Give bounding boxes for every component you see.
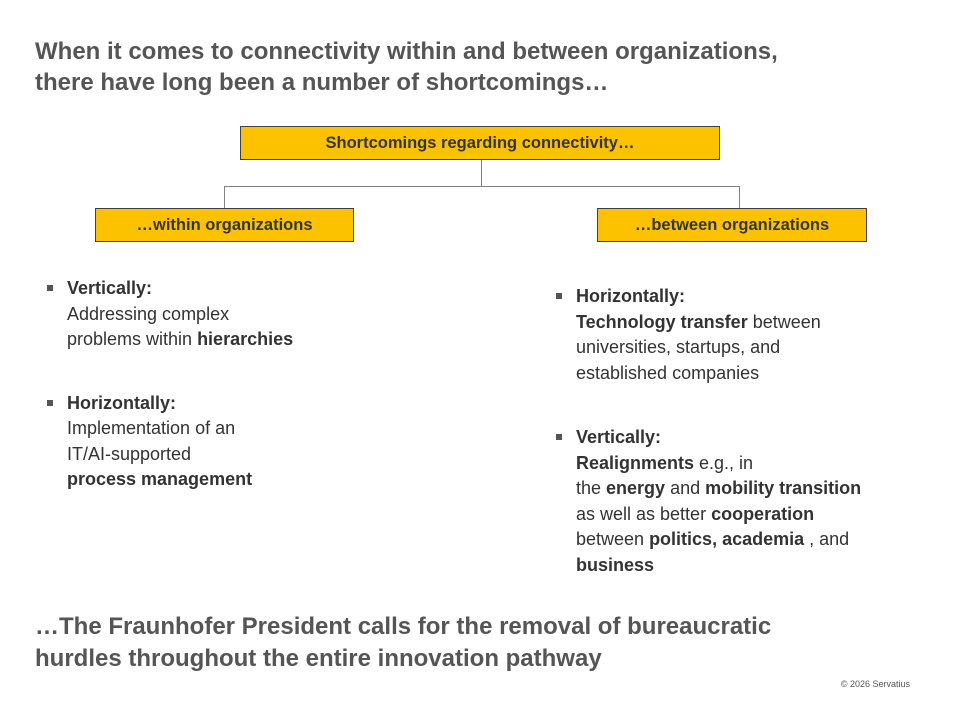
body-text: problems within [67, 329, 198, 349]
body-text: , and [804, 529, 850, 549]
diagram-root-box: Shortcomings regarding connectivity… [240, 126, 720, 160]
conclusion-text [35, 611, 935, 675]
body-text: between [747, 311, 821, 332]
left-bullet-list [35, 276, 365, 493]
bullet-spacer [544, 386, 924, 425]
bullet-item [544, 284, 924, 386]
body-text: between [576, 529, 650, 549]
right-bullet-list [544, 284, 924, 578]
bullet-item [544, 425, 924, 578]
body-text: and [665, 478, 706, 498]
body-text: universities, startups, and [576, 337, 781, 357]
bold-text: cooperation [711, 503, 815, 524]
bullet-heading: Vertically: [576, 427, 662, 447]
bullet-heading: Horizontally: [67, 392, 177, 413]
bullet-spacer [35, 353, 365, 391]
bold-text: hierarchies [197, 329, 294, 349]
conclusion-line-1: …The Fraunhofer President calls for the removal of bureaucratic [35, 613, 772, 640]
bullet-text-line [67, 442, 365, 468]
connector-right-drop [739, 186, 740, 208]
bold-text: mobility transition [705, 478, 862, 498]
bold-text: business [576, 554, 655, 575]
bullet-text-line [67, 302, 365, 328]
bullet-text-line [576, 476, 924, 502]
body-text: IT/AI-supported [67, 443, 192, 464]
bullet-text-line [576, 502, 924, 528]
bullet-heading: Vertically: [67, 278, 153, 298]
bullet-square-icon [47, 285, 53, 291]
bullet-item [35, 391, 365, 493]
connector-root-stem [481, 160, 482, 187]
body-text: e.g., in [694, 452, 754, 473]
bullet-text-line [67, 416, 365, 442]
body-text: as well as better [576, 503, 712, 524]
bullet-heading: Horizontally: [576, 286, 686, 306]
slide-title [35, 36, 935, 98]
bullet-text-line [67, 327, 365, 353]
bold-text: process management [67, 469, 253, 489]
bullet-text-line [576, 451, 924, 477]
connector-left-drop [224, 186, 225, 208]
body-text: Addressing complex [67, 303, 230, 324]
bold-text: Technology transfer [576, 311, 748, 332]
bullet-text-line [67, 467, 365, 493]
bold-text: politics, academia [649, 529, 805, 549]
bold-text: Realignments [576, 452, 695, 473]
body-text: Implementation of an [67, 418, 236, 438]
bullet-square-icon [556, 434, 562, 440]
bullet-square-icon [47, 400, 53, 406]
bullet-text-line [576, 361, 924, 387]
bullet-text-line [576, 527, 924, 553]
connector-horizontal [224, 186, 740, 187]
body-text: established companies [576, 362, 760, 383]
bullet-text-line [576, 335, 924, 361]
conclusion-line-2: hurdles throughout the entire innovation pathway [35, 645, 602, 672]
bullet-text-line [576, 310, 924, 336]
bold-text: energy [606, 478, 666, 498]
slide-title-line-1: When it comes to connectivity within and between organizations, [35, 38, 778, 65]
bullet-item [35, 276, 365, 353]
diagram-right-box: …between organizations [597, 208, 867, 242]
bullet-square-icon [556, 293, 562, 299]
slide-title-line-2: there have long been a number of shortcomings… [35, 69, 609, 96]
copyright-notice: © 2026 Servatius [840, 679, 910, 689]
body-text: the [576, 478, 607, 498]
diagram-left-box: …within organizations [95, 208, 354, 242]
bullet-text-line [576, 553, 924, 579]
